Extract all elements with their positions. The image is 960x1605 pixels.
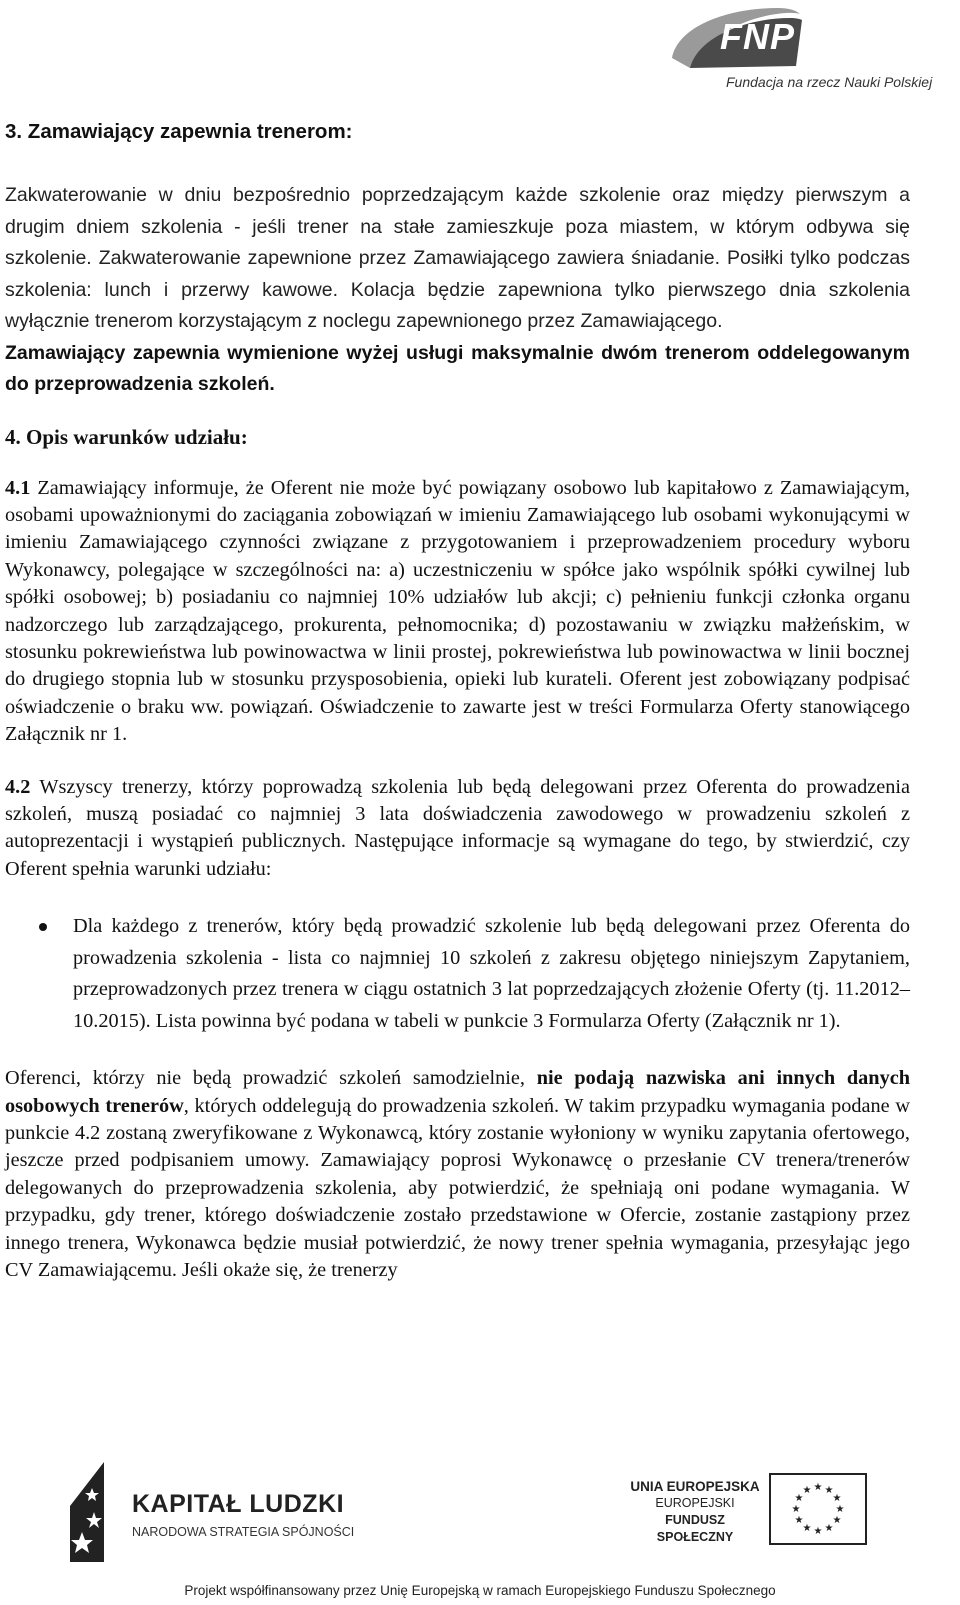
document-body — [5, 118, 910, 1284]
paragraph-4-3-text-a: Oferenci, którzy nie będą prowadzić szkoleń samodzielnie, — [5, 1067, 537, 1090]
fnp-logo — [668, 6, 958, 100]
paragraph-4-1-text: Zamawiający informuje, że Oferent nie może być powiązany osobowo lub kapitałowo z Zamawiającym, osobami upoważnionymi do zaciągania zobowiązań w imieniu Zamawiającego lub osobami wykonującymi w imieniu Zamawiającego czynności związane z przygotowaniem i przeprowadzeniem procedury wyboru Wykonawcy, polegające w szczególności na: a) uczestniczeniu w spółce jako wspólnik spółki cywilnej lub spółki osobowej; b) posiadaniu co najmniej 10% udziałów lub akcji; c) pełnieniu funkcji członka organu nadzorczego lub zarządzającego, prokurenta, pełnomocnika; d) pozostawaniu w związku małżeńskim, w stosunku pokrewieństwa lub powinowactwa w linii prostej, pokrewieństwa lub powinowactwa w linii bocznej do drugiego stopnia lub w stosunku przysposobienia, opieki lub kurateli. Oferent jest zobowiązany podpisać oświadczenie o braku ww. powiązań. Oświadczenie to zawarte jest w treści Formularza Oferty stanowiącego Załącznik nr 1. — [5, 476, 910, 746]
paragraph-4-3-text-b: , których oddelegują do prowadzenia szkoleń. W takim przypadku wymagania podane w punkcie 4.2 zostaną zweryfikowane z Wykonawcą, który zostanie wyłoniony w wyniku zapytania ofertowego, jeszcze przed podpisaniem umowy. Zamawiający poprosi Wykonawcę o przesłanie CV trenera/trenerów delegowanych do przeprowadzenia szkolenia, aby potwierdzić, że spełniają oni podane wymagania. W przypadku, gdy trener, którego doświadczenie zostało przedstawione w Ofercie, zostanie zastąpiony przez innego trenera, Wykonawca będzie musiał potwierdzić, że nowy trener spełnia wymagania, przesyłając jego CV Zamawiającemu. Jeśli okaże się, że trenerzy — [5, 1094, 910, 1282]
fnp-logo-subtitle: Fundacja na rzecz Nauki Polskiej — [726, 74, 933, 90]
svg-text:★: ★ — [824, 1523, 834, 1534]
list-item-text: Dla każdego z trenerów, który będą prowadzić szkolenie lub będą delegowani przez Oferenta do prowadzenia szkolenia - lista co najmniej 10 szkoleń z zakresu objętego niniejszym Zapytaniem, przeprowadzonych przez trenera w ciągu ostatnich 3 lat poprzedzających złożenie Oferty (tj. 11.2012–10.2015). Lista powinna być podana w tabeli w punkcie 3 Formularza Oferty (Załącznik nr 1). — [73, 915, 910, 1032]
paragraph-4-2-text: Wszyscy trenerzy, którzy poprowadzą szkolenia lub będą delegowani przez Oferenta do prowadzenia szkoleń, muszą posiadać co najmniej 3 lata doświadczenia zawodowego w prowadzeniu szkoleń z autoprezentacji i wystąpień publicznych. Następujące informacje są wymagane do tego, by stwierdzić, czy Oferent spełnia warunki udziału: — [5, 775, 910, 880]
svg-text:★: ★ — [813, 1482, 823, 1493]
eu-logo — [630, 1478, 930, 1558]
section-3-bold-text: Zamawiający zapewnia wymienione wyżej usługi maksymalnie dwóm trenerom oddelegowanym do przeprowadzenia szkoleń. — [5, 341, 910, 395]
svg-text:★: ★ — [835, 1504, 845, 1515]
svg-text:★: ★ — [802, 1523, 812, 1534]
section-3-heading: 3. Zamawiający zapewnia trenerom: — [5, 120, 353, 143]
kapital-ludzki-title: KAPITAŁ LUDZKI — [132, 1490, 345, 1518]
svg-text:★: ★ — [832, 1515, 842, 1526]
paragraph-4-2 — [5, 774, 910, 884]
paragraph-4-2-number: 4.2 — [5, 775, 31, 798]
requirements-list — [5, 911, 910, 1037]
paragraph-4-1 — [5, 475, 910, 749]
kapital-ludzki-stars-icon — [62, 1462, 122, 1562]
svg-text:★: ★ — [794, 1493, 804, 1504]
eu-logo-text — [630, 1478, 760, 1546]
eu-line-1: UNIA EUROPEJSKA — [630, 1479, 760, 1494]
list-item — [5, 911, 910, 1037]
eu-line-3: FUNDUSZ SPOŁECZNY — [656, 1513, 734, 1544]
paragraph-4-3-bold: nie podają nazwiska ani innych danych osobowych trenerów — [5, 1067, 910, 1117]
svg-text:★: ★ — [832, 1493, 842, 1504]
svg-text:★: ★ — [824, 1485, 834, 1496]
section-3-bold-note — [5, 338, 910, 401]
svg-text:★: ★ — [813, 1526, 823, 1537]
eu-flag-icon — [768, 1472, 868, 1546]
section-4-heading: 4. Opis warunków udziału: — [5, 424, 248, 449]
fnp-logo-text: FNP — [720, 16, 795, 57]
svg-text:★: ★ — [802, 1485, 812, 1496]
kapital-ludzki-subtitle: NARODOWA STRATEGIA SPÓJNOŚCI — [132, 1525, 355, 1539]
paragraph-4-1-number: 4.1 — [5, 476, 31, 499]
bullet-icon — [39, 923, 47, 931]
eu-line-2: EUROPEJSKI — [655, 1496, 735, 1510]
kapital-ludzki-logo — [62, 1462, 382, 1562]
project-footer-text: Projekt współfinansowany przez Unię Europejską w ramach Europejskiego Funduszu Społecznego — [184, 1583, 776, 1598]
paragraph-4-3 — [5, 1065, 910, 1284]
svg-text:★: ★ — [791, 1504, 801, 1515]
svg-text:★: ★ — [794, 1515, 804, 1526]
section-3-paragraph: Zakwaterowanie w dniu bezpośrednio poprzedzającym każde szkolenie oraz między pierwszym a drugim dniem szkolenia - jeśli trener na stałe zamieszkuje poza miastem, w którym odbywa się szkolenie. Zakwaterowanie zapewnione przez Zamawiającego zawiera śniadanie. Posiłki tylko podczas szkolenia: lunch i przerwy kawowe. Kolacja będzie zapewniona tylko pierwszego dnia szkolenia wyłącznie trenerom korzystającym z noclegu zapewnionego przez Zamawiającego. — [5, 184, 910, 332]
